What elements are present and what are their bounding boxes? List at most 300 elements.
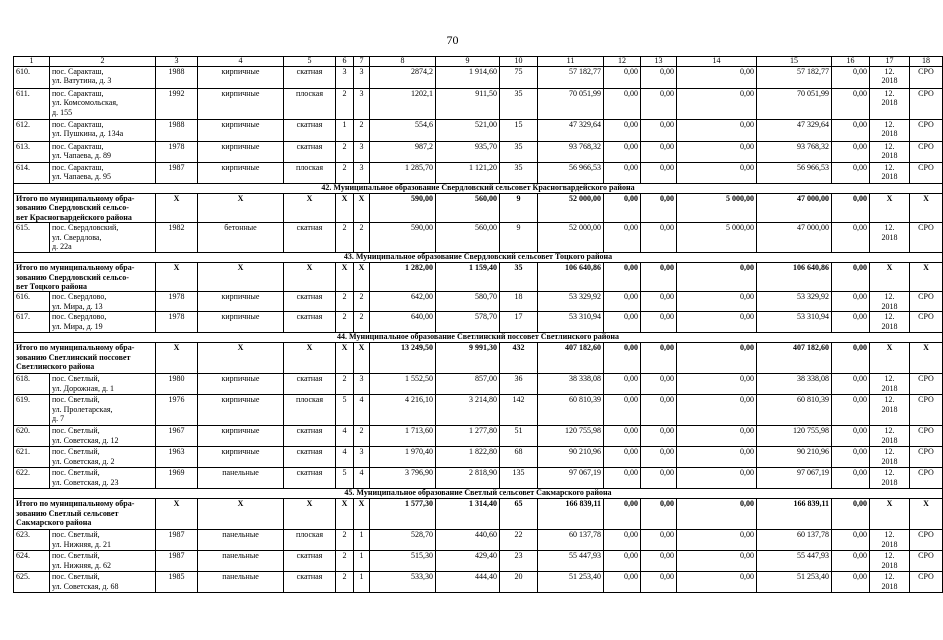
address — [50, 395, 156, 426]
cell-c13: 0,00 — [641, 292, 677, 312]
entrances: 2 — [354, 426, 370, 447]
completion-date — [870, 312, 910, 333]
cell-c13: 0,00 — [641, 89, 677, 120]
cell-c7: X — [354, 499, 370, 530]
cell-c4: X — [198, 343, 284, 374]
cell-c6: X — [336, 343, 354, 374]
row-number: 623. — [14, 530, 50, 551]
cell-c15: 47 329,64 — [757, 120, 832, 142]
cell-c3: X — [156, 499, 198, 530]
cell-c12: 0,00 — [604, 312, 641, 333]
cell-c8: 1 577,30 — [370, 499, 436, 530]
subtotal-row — [14, 263, 943, 292]
cell-c4: X — [198, 499, 284, 530]
cell-c16: 0,00 — [832, 89, 870, 120]
address — [50, 89, 156, 120]
table-row — [14, 395, 943, 426]
subtotal-row — [14, 499, 943, 530]
cell-c13: 0,00 — [641, 343, 677, 374]
cell-c15: 166 839,11 — [757, 499, 832, 530]
line-1: зованию Свердловский сельсо- — [16, 272, 129, 282]
cell-c18: X — [910, 263, 943, 292]
residents: 35 — [500, 89, 538, 120]
line-0: 12. — [884, 223, 895, 233]
wall-material: кирпичные — [198, 395, 284, 426]
line-0: 12. — [884, 312, 895, 322]
cell-c13: 0,00 — [641, 447, 677, 468]
table-row — [14, 447, 943, 468]
floors: 2 — [336, 572, 354, 593]
line-0: пос. Саракташ, — [52, 163, 104, 172]
line-1: зованию Свердловский сельсо- — [16, 203, 129, 213]
roof-type: скатная — [284, 292, 336, 312]
line-0: Итого по муниципальному обра- — [16, 194, 135, 203]
cell-c15: 47 000,00 — [757, 194, 832, 223]
cell-c13: 0,00 — [641, 194, 677, 223]
column-number-4: 4 — [198, 57, 284, 67]
cell-c6: X — [336, 499, 354, 530]
table-row — [14, 572, 943, 593]
cell-c5: X — [284, 263, 336, 292]
cell-c13: 0,00 — [641, 163, 677, 184]
completion-date — [870, 89, 910, 120]
section-header-row — [14, 489, 943, 499]
cell-c16: 0,00 — [832, 468, 870, 489]
wall-material: кирпичные — [198, 447, 284, 468]
floors: 5 — [336, 395, 354, 426]
cell-c6: X — [336, 263, 354, 292]
cell-c14: 0,00 — [677, 395, 757, 426]
row-number: 620. — [14, 426, 50, 447]
method-code: СРО — [910, 292, 943, 312]
completion-date — [870, 447, 910, 468]
cell-c13: 0,00 — [641, 395, 677, 426]
total-area: 1202,1 — [370, 89, 436, 120]
wall-material: панельные — [198, 468, 284, 489]
line-0: Итого по муниципальному обра- — [16, 263, 135, 273]
row-number: 625. — [14, 572, 50, 593]
line-0: пос. Светлый, — [52, 468, 100, 478]
cell-c4: X — [198, 194, 284, 223]
wall-material: панельные — [198, 551, 284, 572]
total-cost: 97 067,19 — [538, 468, 604, 489]
build-year: 1988 — [156, 67, 198, 89]
total-cost: 38 338,08 — [538, 374, 604, 395]
cell-c15: 106 640,86 — [757, 263, 832, 292]
section-title: 44. Муниципальное образование Светлинский поссовет Светлинского района — [14, 333, 943, 343]
subtotal-label — [14, 194, 156, 223]
line-1: 2018 — [881, 435, 898, 445]
line-1: 2018 — [881, 560, 898, 570]
residents: 35 — [500, 163, 538, 184]
row-number: 611. — [14, 89, 50, 120]
completion-date — [870, 468, 910, 489]
line-1: ул. Советская, д. 2 — [52, 456, 115, 466]
build-year: 1967 — [156, 426, 198, 447]
cell-c15: 60 137,78 — [757, 530, 832, 551]
entrances: 2 — [354, 312, 370, 333]
build-year: 1988 — [156, 120, 198, 142]
row-number: 610. — [14, 67, 50, 89]
line-0: пос. Светлый, — [52, 572, 100, 582]
line-0: 12. — [884, 374, 895, 384]
method-code: СРО — [910, 163, 943, 184]
line-0: пос. Свердловский, — [52, 223, 119, 233]
cell-c13: 0,00 — [641, 120, 677, 142]
cell-c14: 0,00 — [677, 142, 757, 163]
floors: 3 — [336, 67, 354, 89]
total-cost: 57 182,77 — [538, 67, 604, 89]
roof-type: скатная — [284, 551, 336, 572]
floors: 2 — [336, 223, 354, 253]
entrances: 3 — [354, 447, 370, 468]
wall-material: кирпичные — [198, 163, 284, 184]
table-row — [14, 551, 943, 572]
cell-c17: X — [870, 263, 910, 292]
total-area: 4 216,10 — [370, 395, 436, 426]
roof-type: скатная — [284, 447, 336, 468]
subtotal-row — [14, 194, 943, 223]
cell-c9: 9 991,30 — [436, 343, 500, 374]
cell-c15: 60 810,39 — [757, 395, 832, 426]
living-area: 1 121,20 — [436, 163, 500, 184]
wall-material: бетонные — [198, 223, 284, 253]
cell-c12: 0,00 — [604, 194, 641, 223]
completion-date — [870, 163, 910, 184]
address — [50, 572, 156, 593]
column-number-18: 18 — [910, 57, 943, 67]
column-number-7: 7 — [354, 57, 370, 67]
cell-c8: 1 282,00 — [370, 263, 436, 292]
line-0: Итого по муниципальному обра- — [16, 343, 135, 353]
line-1: ул. Ватутина, д. 3 — [52, 76, 112, 86]
completion-date — [870, 426, 910, 447]
build-year: 1963 — [156, 447, 198, 468]
cell-c12: 0,00 — [604, 67, 641, 89]
line-1: 2018 — [881, 301, 898, 311]
line-1: ул. Нижняя, д. 62 — [52, 560, 111, 570]
roof-type: скатная — [284, 374, 336, 395]
line-0: 12. — [884, 163, 895, 172]
method-code: СРО — [910, 551, 943, 572]
roof-type: скатная — [284, 223, 336, 253]
living-area: 1 914,60 — [436, 67, 500, 89]
row-number: 617. — [14, 312, 50, 333]
residents: 36 — [500, 374, 538, 395]
total-area: 2874,2 — [370, 67, 436, 89]
completion-date — [870, 551, 910, 572]
cell-c16: 0,00 — [832, 223, 870, 253]
cell-c14: 0,00 — [677, 447, 757, 468]
cell-c17: X — [870, 499, 910, 530]
column-number-2: 2 — [50, 57, 156, 67]
line-1: ул. Чапаева, д. 95 — [52, 172, 111, 182]
cell-c16: 0,00 — [832, 292, 870, 312]
line-0: пос. Светлый, — [52, 447, 100, 457]
line-0: 12. — [884, 426, 895, 436]
subtotal-row — [14, 343, 943, 374]
total-cost: 60 810,39 — [538, 395, 604, 426]
cell-c12: 0,00 — [604, 447, 641, 468]
method-code: СРО — [910, 312, 943, 333]
cell-c12: 0,00 — [604, 89, 641, 120]
cell-c13: 0,00 — [641, 530, 677, 551]
total-cost: 52 000,00 — [538, 223, 604, 253]
cell-c12: 0,00 — [604, 292, 641, 312]
cell-c4: X — [198, 263, 284, 292]
build-year: 1978 — [156, 312, 198, 333]
row-number: 622. — [14, 468, 50, 489]
total-cost: 93 768,32 — [538, 142, 604, 163]
wall-material: кирпичные — [198, 374, 284, 395]
living-area: 521,00 — [436, 120, 500, 142]
residents: 18 — [500, 292, 538, 312]
cell-c16: 0,00 — [832, 447, 870, 468]
line-0: 12. — [884, 468, 895, 478]
total-area: 515,30 — [370, 551, 436, 572]
line-1: 2018 — [881, 98, 898, 108]
address — [50, 67, 156, 89]
cell-c5: X — [284, 343, 336, 374]
total-area: 554,6 — [370, 120, 436, 142]
cell-c9: 560,00 — [436, 194, 500, 223]
cell-c15: 90 210,96 — [757, 447, 832, 468]
subtotal-label — [14, 343, 156, 374]
line-1: ул. Советская, д. 12 — [52, 435, 119, 445]
table-row — [14, 163, 943, 184]
completion-date — [870, 120, 910, 142]
address — [50, 530, 156, 551]
cell-c14: 0,00 — [677, 468, 757, 489]
cell-c7: X — [354, 194, 370, 223]
cell-c17: X — [870, 343, 910, 374]
total-cost: 51 253,40 — [538, 572, 604, 593]
roof-type: скатная — [284, 426, 336, 447]
entrances: 1 — [354, 530, 370, 551]
cell-c11: 166 839,11 — [538, 499, 604, 530]
cell-c11: 52 000,00 — [538, 194, 604, 223]
cell-c13: 0,00 — [641, 142, 677, 163]
roof-type: плоская — [284, 163, 336, 184]
line-0: 12. — [884, 120, 895, 129]
total-cost: 56 966,53 — [538, 163, 604, 184]
cell-c16: 0,00 — [832, 551, 870, 572]
floors: 2 — [336, 292, 354, 312]
entrances: 4 — [354, 468, 370, 489]
total-area: 1 970,40 — [370, 447, 436, 468]
housing-register-table — [13, 56, 943, 593]
cell-c13: 0,00 — [641, 223, 677, 253]
roof-type: плоская — [284, 530, 336, 551]
section-title: 43. Муниципальное образование Свердловский сельсовет Тоцкого района — [14, 253, 943, 263]
cell-c12: 0,00 — [604, 263, 641, 292]
column-number-12: 12 — [604, 57, 641, 67]
line-0: 12. — [884, 67, 895, 76]
line-2: вет Красногвардейского района — [16, 212, 132, 222]
line-0: пос. Светлый, — [52, 374, 100, 384]
cell-c16: 0,00 — [832, 395, 870, 426]
residents: 9 — [500, 223, 538, 253]
entrances: 2 — [354, 223, 370, 253]
total-cost: 47 329,64 — [538, 120, 604, 142]
cell-c12: 0,00 — [604, 530, 641, 551]
residents: 68 — [500, 447, 538, 468]
line-1: ул. Советская, д. 68 — [52, 581, 119, 591]
build-year: 1969 — [156, 468, 198, 489]
address — [50, 426, 156, 447]
completion-date — [870, 67, 910, 89]
column-number-row — [14, 57, 943, 67]
floors: 2 — [336, 142, 354, 163]
floors: 2 — [336, 530, 354, 551]
section-header-row — [14, 184, 943, 194]
residents: 51 — [500, 426, 538, 447]
entrances: 3 — [354, 67, 370, 89]
build-year: 1992 — [156, 89, 198, 120]
line-2: д. 22а — [52, 242, 72, 252]
line-2: Сакмарского района — [16, 518, 92, 528]
entrances: 1 — [354, 572, 370, 593]
build-year: 1982 — [156, 223, 198, 253]
cell-c15: 56 966,53 — [757, 163, 832, 184]
cell-c18: X — [910, 499, 943, 530]
floors: 5 — [336, 468, 354, 489]
cell-c10: 65 — [500, 499, 538, 530]
cell-c16: 0,00 — [832, 426, 870, 447]
line-1: 2018 — [881, 151, 898, 161]
living-area: 2 818,90 — [436, 468, 500, 489]
cell-c14: 0,00 — [677, 292, 757, 312]
residents: 142 — [500, 395, 538, 426]
roof-type: скатная — [284, 142, 336, 163]
cell-c16: 0,00 — [832, 142, 870, 163]
entrances: 3 — [354, 142, 370, 163]
table-body — [14, 57, 943, 593]
cell-c14: 0,00 — [677, 163, 757, 184]
column-number-14: 14 — [677, 57, 757, 67]
cell-c15: 120 755,98 — [757, 426, 832, 447]
line-0: 12. — [884, 142, 895, 151]
cell-c13: 0,00 — [641, 499, 677, 530]
cell-c9: 1 314,40 — [436, 499, 500, 530]
cell-c10: 432 — [500, 343, 538, 374]
living-area: 935,70 — [436, 142, 500, 163]
roof-type: скатная — [284, 572, 336, 593]
cell-c14: 0,00 — [677, 551, 757, 572]
cell-c10: 35 — [500, 263, 538, 292]
wall-material: панельные — [198, 572, 284, 593]
living-area: 1 822,80 — [436, 447, 500, 468]
cell-c12: 0,00 — [604, 163, 641, 184]
cell-c16: 0,00 — [832, 163, 870, 184]
cell-c13: 0,00 — [641, 374, 677, 395]
cell-c8: 590,00 — [370, 194, 436, 223]
cell-c13: 0,00 — [641, 551, 677, 572]
cell-c18: X — [910, 343, 943, 374]
line-0: пос. Свердлово, — [52, 312, 107, 322]
cell-c14: 0,00 — [677, 263, 757, 292]
table-row — [14, 142, 943, 163]
completion-date — [870, 292, 910, 312]
method-code: СРО — [910, 530, 943, 551]
line-1: 2018 — [881, 232, 898, 242]
section-header-row — [14, 253, 943, 263]
section-title: 42. Муниципальное образование Свердловский сельсовет Красногвардейского района — [14, 184, 943, 194]
cell-c13: 0,00 — [641, 263, 677, 292]
table-row — [14, 468, 943, 489]
wall-material: кирпичные — [198, 142, 284, 163]
build-year: 1985 — [156, 572, 198, 593]
method-code: СРО — [910, 374, 943, 395]
table-row — [14, 89, 943, 120]
line-1: 2018 — [881, 321, 898, 331]
total-area: 642,00 — [370, 292, 436, 312]
line-1: ул. Комсомольская, — [52, 98, 119, 108]
cell-c14: 0,00 — [677, 572, 757, 593]
completion-date — [870, 223, 910, 253]
row-number: 613. — [14, 142, 50, 163]
row-number: 614. — [14, 163, 50, 184]
cell-c15: 55 447,93 — [757, 551, 832, 572]
line-0: 12. — [884, 551, 895, 561]
cell-c12: 0,00 — [604, 120, 641, 142]
cell-c13: 0,00 — [641, 67, 677, 89]
cell-c14: 0,00 — [677, 343, 757, 374]
line-0: Итого по муниципальному обра- — [16, 499, 135, 509]
cell-c14: 5 000,00 — [677, 223, 757, 253]
floors: 4 — [336, 447, 354, 468]
residents: 135 — [500, 468, 538, 489]
cell-c15: 407 182,60 — [757, 343, 832, 374]
row-number: 619. — [14, 395, 50, 426]
residents: 75 — [500, 67, 538, 89]
line-0: пос. Саракташ, — [52, 67, 104, 76]
cell-c11: 407 182,60 — [538, 343, 604, 374]
total-area: 533,30 — [370, 572, 436, 593]
line-2: д. 155 — [52, 107, 73, 117]
cell-c18: X — [910, 194, 943, 223]
column-number-10: 10 — [500, 57, 538, 67]
total-cost: 60 137,78 — [538, 530, 604, 551]
total-cost: 70 051,99 — [538, 89, 604, 120]
residents: 17 — [500, 312, 538, 333]
roof-type: плоская — [284, 395, 336, 426]
address — [50, 163, 156, 184]
line-0: 12. — [884, 572, 895, 582]
table-row — [14, 312, 943, 333]
line-0: пос. Саракташ, — [52, 120, 104, 129]
cell-c14: 5 000,00 — [677, 194, 757, 223]
subtotal-label — [14, 263, 156, 292]
table-row — [14, 120, 943, 142]
cell-c7: X — [354, 263, 370, 292]
line-0: 12. — [884, 447, 895, 457]
living-area: 429,40 — [436, 551, 500, 572]
line-1: зованию Светлинский поссовет — [16, 352, 131, 362]
build-year: 1987 — [156, 530, 198, 551]
residents: 35 — [500, 142, 538, 163]
cell-c3: X — [156, 343, 198, 374]
column-number-17: 17 — [870, 57, 910, 67]
total-area: 640,00 — [370, 312, 436, 333]
line-1: 2018 — [881, 383, 898, 393]
line-1: зованию Светлый сельсовет — [16, 508, 119, 518]
living-area: 857,00 — [436, 374, 500, 395]
section-header-row — [14, 333, 943, 343]
row-number: 618. — [14, 374, 50, 395]
living-area: 3 214,80 — [436, 395, 500, 426]
line-0: пос. Светлый, — [52, 551, 100, 561]
